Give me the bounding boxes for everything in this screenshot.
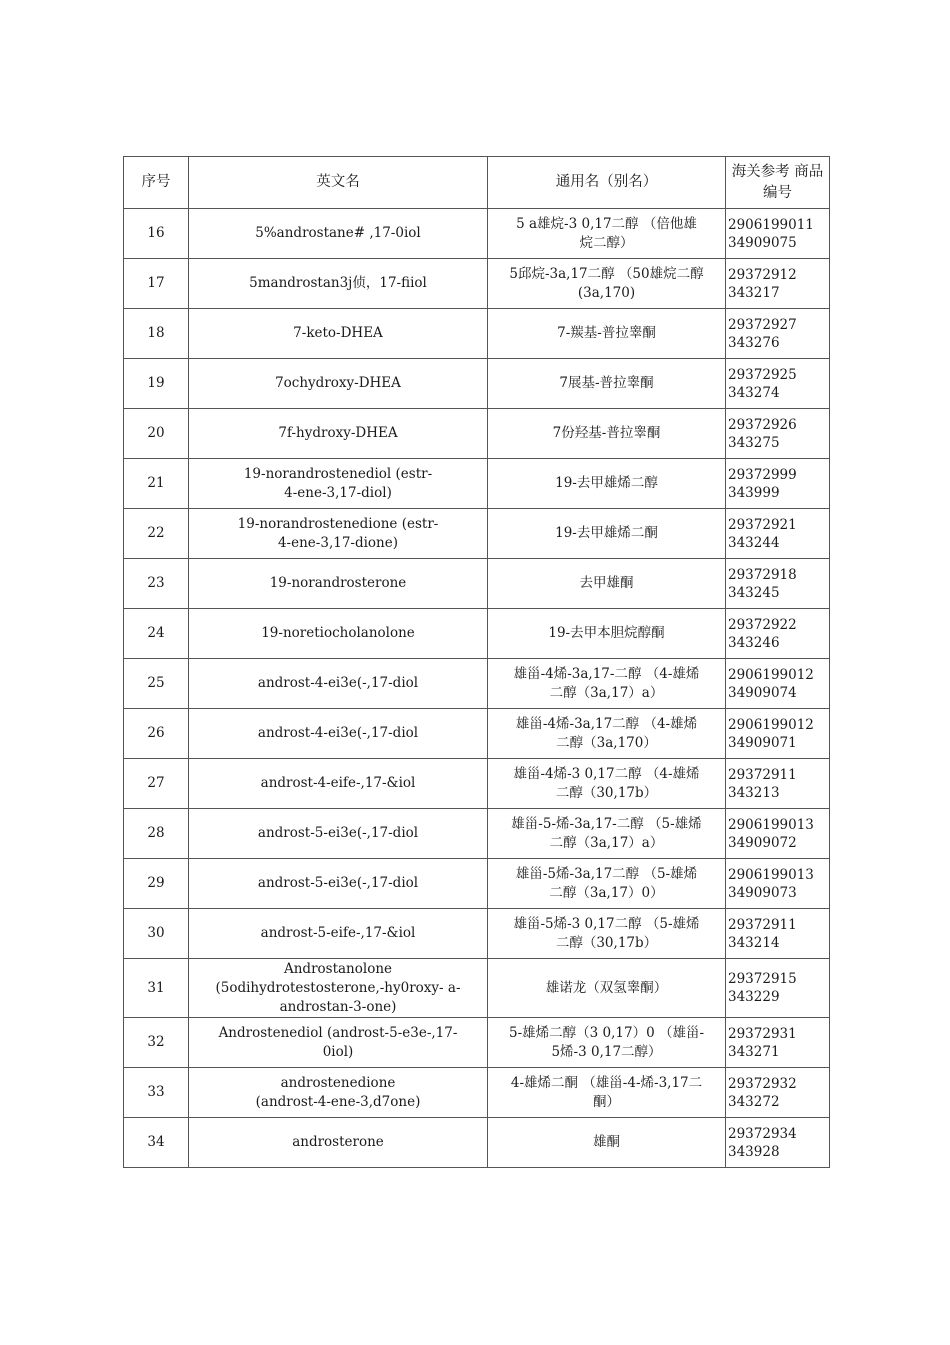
english-name-cell — [189, 959, 488, 1018]
customs-code-cell — [726, 1068, 830, 1118]
customs-code-cell — [726, 1118, 830, 1168]
english-name-line: androst-4-eife-,17-&iol — [260, 775, 416, 791]
customs-code-line: 34909073 — [728, 884, 797, 901]
customs-code-cell — [726, 959, 830, 1018]
english-name-line: Androstenediol (androst-5-e3e-,17- — [218, 1024, 458, 1041]
table-row — [124, 309, 830, 359]
customs-code-line: 29372927 — [728, 316, 797, 333]
customs-code-line: 34909071 — [728, 734, 797, 751]
common-name-line: 二醇（3a,17）a） — [549, 834, 664, 851]
table-row — [124, 859, 830, 909]
english-name-line: 7-keto-DHEA — [293, 325, 383, 341]
row-number: 21 — [124, 459, 189, 509]
table-header-row — [124, 157, 830, 209]
substance-table — [123, 156, 830, 1168]
customs-code-cell — [726, 909, 830, 959]
customs-code-line: 343271 — [728, 1043, 780, 1060]
english-name-line: androst-4-ei3e(-,17-diol — [257, 725, 419, 741]
customs-code-line: 2906199012 — [728, 666, 814, 683]
english-name-line: 5%androstane# ,17-0iol — [255, 225, 421, 241]
customs-code-line: 34909074 — [728, 684, 797, 701]
common-name-line: 5烯-3 0,17二醇） — [551, 1043, 662, 1060]
table-row — [124, 409, 830, 459]
header-no: 序号 — [124, 157, 189, 209]
customs-code-cell — [726, 459, 830, 509]
row-number: 28 — [124, 809, 189, 859]
header-english-name: 英文名 — [189, 157, 488, 209]
english-name-line: androst-4-ei3e(-,17-diol — [257, 675, 419, 691]
table-body — [124, 209, 830, 1168]
customs-code-line: 29372921 — [728, 516, 797, 533]
common-name-cell — [488, 409, 726, 459]
english-name-line: Androstanolone — [283, 960, 393, 977]
english-name-line: 7ochydroxy-DHEA — [275, 375, 401, 391]
row-number: 24 — [124, 609, 189, 659]
customs-code-line: 29372932 — [728, 1075, 797, 1092]
customs-code-cell — [726, 259, 830, 309]
common-name-line: 二醇（30,17b） — [555, 934, 658, 951]
english-name-line: androstenedione — [280, 1074, 396, 1091]
table-row — [124, 509, 830, 559]
customs-code-line: 343217 — [728, 284, 780, 301]
common-name-cell — [488, 1068, 726, 1118]
common-name-line: 去甲雄酮 — [579, 575, 634, 591]
common-name-line: 酮） — [593, 1093, 620, 1110]
customs-code-line: 29372922 — [728, 616, 797, 633]
customs-code-line: 34909075 — [728, 234, 797, 251]
common-name-cell — [488, 609, 726, 659]
customs-code-cell — [726, 659, 830, 709]
row-number: 31 — [124, 959, 189, 1018]
customs-code-cell — [726, 409, 830, 459]
english-name-cell — [189, 709, 488, 759]
table-row — [124, 609, 830, 659]
customs-code-line: 343928 — [728, 1143, 780, 1160]
english-name-line: androst-5-ei3e(-,17-diol — [257, 825, 419, 841]
customs-code-line: 29372915 — [728, 971, 797, 987]
common-name-line: 19-去甲雄烯二醇 — [555, 475, 658, 491]
common-name-cell — [488, 359, 726, 409]
common-name-line: 二醇（3a,170） — [556, 734, 657, 751]
table-row — [124, 809, 830, 859]
customs-code-cell — [726, 1018, 830, 1068]
english-name-cell — [189, 459, 488, 509]
customs-code-line: 29372931 — [728, 1025, 797, 1042]
common-name-cell — [488, 909, 726, 959]
header-customs-code: 海关参考 商品编号 — [726, 157, 830, 209]
common-name-cell — [488, 709, 726, 759]
table-row — [124, 909, 830, 959]
customs-code-line: 29372926 — [728, 416, 797, 433]
common-name-cell — [488, 659, 726, 709]
english-name-cell — [189, 809, 488, 859]
customs-code-cell — [726, 709, 830, 759]
english-name-line: 19-norandrostenedione (estr- — [237, 515, 439, 532]
table-row — [124, 659, 830, 709]
common-name-line: 4-雄烯二酮 （雄甾-4-烯-3,17二 — [510, 1074, 703, 1091]
common-name-line: (3a,170) — [577, 284, 636, 301]
common-name-line: 二醇（3a,17）a） — [549, 684, 664, 701]
row-number: 27 — [124, 759, 189, 809]
customs-code-line: 2906199012 — [728, 716, 814, 733]
english-name-line: 19-norandrostenediol (estr- — [243, 465, 433, 482]
common-name-line: 7展基-普拉睾酮 — [559, 375, 654, 391]
customs-code-cell — [726, 859, 830, 909]
row-number: 29 — [124, 859, 189, 909]
common-name-cell — [488, 559, 726, 609]
table-row — [124, 1118, 830, 1168]
customs-code-line: 29372911 — [728, 766, 797, 783]
english-name-line: 0iol) — [322, 1043, 354, 1060]
customs-code-line: 343213 — [728, 784, 780, 801]
row-number: 22 — [124, 509, 189, 559]
row-number: 34 — [124, 1118, 189, 1168]
english-name-line: androst-5-ei3e(-,17-diol — [257, 875, 419, 891]
customs-code-line: 343272 — [728, 1093, 780, 1110]
customs-code-line: 2906199013 — [728, 866, 814, 883]
english-name-line: (androst-4-ene-3,d7one) — [255, 1093, 421, 1110]
english-name-line: androst-5-eife-,17-&iol — [260, 925, 416, 941]
english-name-cell — [189, 909, 488, 959]
common-name-line: 雄酮 — [593, 1134, 620, 1150]
table-row — [124, 559, 830, 609]
common-name-cell — [488, 259, 726, 309]
common-name-cell — [488, 459, 726, 509]
customs-code-cell — [726, 309, 830, 359]
english-name-line: (5odihydrotestosterone,-hy0roxy- a- — [215, 979, 461, 996]
common-name-cell — [488, 959, 726, 1018]
customs-code-line: 343999 — [728, 484, 780, 501]
common-name-cell — [488, 759, 726, 809]
english-name-line: 4-ene-3,17-dione) — [277, 534, 399, 551]
english-name-line: androsterone — [292, 1134, 384, 1150]
customs-code-cell — [726, 609, 830, 659]
english-name-cell — [189, 509, 488, 559]
english-name-line: 19-noretiocholanolone — [261, 625, 415, 641]
customs-code-line: 343276 — [728, 334, 780, 351]
customs-code-line: 29372925 — [728, 366, 797, 383]
customs-code-line: 29372934 — [728, 1125, 797, 1142]
english-name-cell — [189, 1068, 488, 1118]
customs-code-cell — [726, 359, 830, 409]
customs-code-line: 2906199013 — [728, 816, 814, 833]
common-name-line: 7份羟基-普拉睾酮 — [552, 425, 661, 441]
table-row — [124, 1018, 830, 1068]
table-row — [124, 209, 830, 259]
row-number: 16 — [124, 209, 189, 259]
common-name-line: 19-去甲本胆烷醇酮 — [548, 625, 665, 641]
common-name-line: 雄甾-5-烯-3a,17-二醇 （5-雄烯 — [511, 815, 702, 832]
customs-code-line: 2906199011 — [728, 216, 814, 233]
row-number: 33 — [124, 1068, 189, 1118]
customs-code-line: 343244 — [728, 534, 780, 551]
customs-code-cell — [726, 559, 830, 609]
english-name-line: androstan-3-one) — [279, 998, 397, 1015]
customs-code-line: 343274 — [728, 384, 780, 401]
english-name-cell — [189, 609, 488, 659]
table-row — [124, 359, 830, 409]
english-name-cell — [189, 309, 488, 359]
english-name-line: 5mandrostan3j侦，17-fiiol — [249, 275, 427, 291]
row-number: 23 — [124, 559, 189, 609]
row-number: 17 — [124, 259, 189, 309]
customs-code-cell — [726, 759, 830, 809]
common-name-line: 雄甾-4烯-3a,17二醇 （4-雄烯 — [515, 715, 698, 732]
common-name-line: 雄诺龙（双氢睾酮） — [545, 979, 668, 996]
english-name-cell — [189, 1018, 488, 1068]
english-name-cell — [189, 759, 488, 809]
customs-code-line: 29372912 — [728, 266, 797, 283]
common-name-cell — [488, 509, 726, 559]
customs-code-line: 343214 — [728, 934, 780, 951]
customs-code-line: 343275 — [728, 434, 780, 451]
common-name-line: 烷二醇） — [579, 234, 634, 251]
english-name-cell — [189, 859, 488, 909]
customs-code-cell — [726, 809, 830, 859]
row-number: 25 — [124, 659, 189, 709]
common-name-line: 二醇（30,17b） — [555, 784, 658, 801]
customs-code-line: 29372999 — [728, 466, 797, 483]
row-number: 32 — [124, 1018, 189, 1068]
common-name-line: 5邱烷-3a,17二醇 （50雄烷二醇 — [509, 265, 704, 282]
english-name-cell — [189, 209, 488, 259]
english-name-cell — [189, 559, 488, 609]
table-row — [124, 259, 830, 309]
customs-code-line: 34909072 — [728, 834, 797, 851]
english-name-cell — [189, 659, 488, 709]
common-name-line: 雄甾-4烯-3a,17-二醇 （4-雄烯 — [513, 665, 700, 682]
common-name-line: 雄甾-4烯-3 0,17二醇 （4-雄烯 — [513, 765, 700, 782]
header-common-name: 通用名（别名） — [488, 157, 726, 209]
english-name-line: 4-ene-3,17-diol) — [284, 484, 392, 501]
common-name-line: 雄甾-5烯-3a,17二醇 （5-雄烯 — [515, 865, 698, 882]
customs-code-line: 29372911 — [728, 916, 797, 933]
customs-code-line: 343229 — [728, 989, 780, 1005]
common-name-line: 二醇（3a,17）0） — [549, 884, 664, 901]
row-number: 30 — [124, 909, 189, 959]
row-number: 18 — [124, 309, 189, 359]
customs-code-line: 343245 — [728, 584, 780, 601]
common-name-cell — [488, 209, 726, 259]
common-name-line: 雄甾-5烯-3 0,17二醇 （5-雄烯 — [513, 915, 700, 932]
table-row — [124, 759, 830, 809]
common-name-cell — [488, 1118, 726, 1168]
common-name-line: 7-羰基-普拉睾酮 — [557, 325, 656, 341]
english-name-line: 19-norandrosterone — [269, 575, 407, 591]
english-name-cell — [189, 259, 488, 309]
customs-code-line: 343246 — [728, 634, 780, 651]
english-name-cell — [189, 409, 488, 459]
common-name-line: 5 a雄烷-3 0,17二醇 （倍他雄 — [516, 215, 697, 232]
table-row — [124, 459, 830, 509]
common-name-line: 19-去甲雄烯二酮 — [555, 525, 658, 541]
row-number: 26 — [124, 709, 189, 759]
customs-code-cell — [726, 509, 830, 559]
common-name-cell — [488, 809, 726, 859]
table-row — [124, 959, 830, 1018]
customs-code-line: 29372918 — [728, 566, 797, 583]
table-row — [124, 1068, 830, 1118]
common-name-cell — [488, 1018, 726, 1068]
row-number: 19 — [124, 359, 189, 409]
english-name-cell — [189, 359, 488, 409]
english-name-cell — [189, 1118, 488, 1168]
common-name-line: 5-雄烯二醇（3 0,17）0 （雄甾- — [508, 1024, 705, 1041]
common-name-cell — [488, 859, 726, 909]
common-name-cell — [488, 309, 726, 359]
customs-code-cell — [726, 209, 830, 259]
table-row — [124, 709, 830, 759]
row-number: 20 — [124, 409, 189, 459]
english-name-line: 7f-hydroxy-DHEA — [278, 425, 398, 441]
